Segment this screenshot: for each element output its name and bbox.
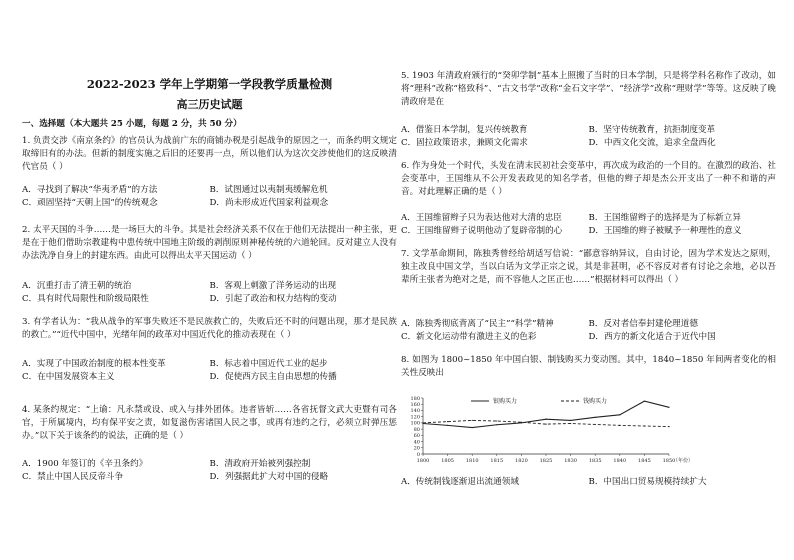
question-2-options — [22, 280, 397, 306]
y-tick-label: 80 — [413, 426, 420, 433]
option-d: D．列强据此扩大对中国的侵略 — [209, 471, 329, 482]
data-point — [644, 425, 645, 426]
option-d: D．西方的新文化适合于近代中国 — [588, 331, 716, 342]
option-c: C．新文化运动带有激进主义的色彩 — [401, 331, 537, 342]
data-point — [422, 422, 423, 423]
legend-label: 银购买力 — [493, 398, 518, 405]
x-tick-label: 1800 — [416, 458, 430, 464]
data-point — [619, 414, 620, 415]
data-point — [472, 427, 473, 428]
x-tick-label: 1845 — [638, 458, 651, 464]
data-point — [496, 420, 497, 421]
x-tick-label: 1850 — [662, 458, 676, 464]
question-3-options — [22, 358, 397, 384]
y-tick-label: 120 — [410, 414, 420, 421]
legend-label: 钱购买力 — [583, 398, 608, 405]
x-tick-label: 1825 — [539, 458, 553, 464]
option-c: C．王国维留辫子说明他动了复辟帝制的心 — [401, 225, 563, 236]
data-point — [595, 424, 596, 425]
x-tick-label: 1805 — [441, 458, 454, 464]
data-point — [668, 407, 669, 408]
option-c: C．禁止中国人民反帝斗争 — [22, 471, 124, 482]
series-line-2 — [423, 420, 669, 426]
option-c: C．在中国发展资本主义 — [22, 371, 115, 382]
question-6: 6. 作为身处一个时代，头发在清末民初社会变革中，再次成为政治的一个目的。在激烈的政治、社会变革中，王国维从不公开发表政见的知名学者，但他的辫子却是杰公开支出了一种不和谐的声音。对此理解正确的是（ ） — [401, 161, 776, 197]
x-axis-label: （年份） — [673, 458, 694, 464]
option-b: B．中国出口贸易规模持续扩大 — [588, 477, 707, 487]
option-a: A．实现了中国政治制度的根本性变革 — [22, 359, 166, 369]
x-tick-label: 1810 — [465, 458, 479, 464]
section-heading: 一、选择题（本大题共 25 小题，每题 2 分，共 50 分） — [22, 119, 242, 129]
y-tick-label: 160 — [410, 402, 420, 409]
question-8-options — [401, 476, 776, 489]
option-a: A．王国维留辫子只为表达他对大清的忠臣 — [401, 213, 562, 223]
y-tick-label: 0 — [416, 451, 420, 458]
option-a: A．陈独秀彻底背离了“民主”“科学”精神 — [401, 319, 554, 329]
data-point — [570, 420, 571, 421]
x-tick-label: 1820 — [515, 458, 528, 464]
x-tick-label: 1815 — [490, 458, 504, 464]
y-tick-label: 60 — [413, 433, 420, 440]
data-point — [644, 401, 645, 402]
y-tick-label: 100 — [410, 420, 420, 427]
x-tick-label: 1835 — [588, 458, 602, 464]
question-2: 2. 太平天国的斗争……是一场巨大的斗争。其是社会经济关系不仅在于他们无法提出一种主张，更是在于他们借助宗教建构中患传统中国地主阶级的剥削原则神秘传统的六道轮回。反对建立人没有办法洗净自身上的封建东西。由此可以得出太平天国运动（ ） — [22, 225, 397, 261]
option-b: B．反对者信奉封建伦理道德 — [588, 319, 698, 329]
data-point — [545, 424, 546, 425]
exam-subtitle: 高三历史试题 — [176, 98, 243, 111]
question-7-options — [401, 318, 776, 344]
line-chart — [401, 392, 701, 468]
option-d: D．中西文化交流，追求全盘西化 — [588, 137, 716, 148]
data-point — [595, 417, 596, 418]
option-a: A．借鉴日本学制，复兴传统教育 — [401, 125, 528, 135]
question-8: 8. 如图为 1800~1850 年中国白银、制钱购买力变动图。其中，1840~1850 年间两者变化的相关性反映出 — [401, 355, 776, 378]
question-1-options — [22, 184, 397, 210]
data-point — [619, 425, 620, 426]
option-b: B．客观上刺激了洋务运动的出现 — [209, 281, 337, 291]
data-point — [545, 419, 546, 420]
question-6-options — [401, 212, 776, 238]
option-c: C．具有时代局限性和阶级局限性 — [22, 293, 149, 304]
option-b: B．标志着中国近代工业的起步 — [209, 359, 328, 369]
silver-copper-chart — [401, 392, 701, 468]
data-point — [472, 420, 473, 421]
option-d: D．引起了政治和权力结构的变动 — [209, 293, 337, 304]
option-a: A．1900 年签订的《辛丑条约》 — [22, 459, 148, 469]
question-5-options — [401, 124, 776, 150]
option-c: C．顽固坚持“天朝上国”的传统观念 — [22, 197, 158, 208]
y-tick-label: 180 — [410, 395, 420, 402]
option-a: A．传统制钱逐渐退出流通领域 — [401, 477, 519, 487]
y-tick-label: 40 — [413, 439, 420, 446]
option-b: B．清政府开始被列强控制 — [209, 459, 311, 469]
option-b: B．王国维留辫子的选择是为了标新立异 — [588, 213, 741, 223]
option-d: D．促使西方民主自由思想的传播 — [209, 371, 337, 382]
question-1: 1. 负责交涉《南京条约》的官员认为战前广东的商铺办税是引起战争的原因之一，而条约明文规定取缔旧有的办法。但新的制度实施之后旧的还要再一点，所以他们认为这次交涉使他们的这反映清代官员（ ） — [22, 136, 397, 172]
y-tick-label: 20 — [413, 445, 420, 452]
exam-title: 2022-2023 学年上学期第一学段教学质量检测 — [86, 77, 333, 91]
question-4-options — [22, 458, 397, 484]
option-b: B．试图通过以夷制夷缓解危机 — [209, 185, 328, 195]
data-point — [447, 421, 448, 422]
option-d: D．王国维的辫子被赋予一种理性的意义 — [588, 225, 742, 236]
option-c: C．固拉政策语求，兼顾文化需求 — [401, 137, 528, 148]
data-point — [668, 426, 669, 427]
x-tick-label: 1830 — [564, 458, 577, 464]
question-4: 4. 某条约规定：“上谕：凡永禁或设、或入与排外团体。违者皆斩……各省抚督文武大吏暨有司各官，于所属境内，均有保平安之责，如复滋伤害诸国人民之事，或再有违约之行，必须立时弹压惩办。”以下关于该条约的说法，正确的是（ ） — [22, 405, 397, 441]
option-b: B．坚守传统教育，抗拒制度变革 — [588, 125, 716, 135]
option-a: A．寻找到了解决“华夷矛盾”的方法 — [22, 185, 158, 195]
option-a: A．沉重打击了清王朝的统治 — [22, 281, 132, 291]
y-tick-label: 140 — [410, 408, 420, 415]
data-point — [496, 424, 497, 425]
question-5: 5. 1903 年清政府颁行的“癸卯学制”基本上照搬了当时的日本学制，只是将学科名称作了改动，如将“理科”改称“格致科”、“古文书学”改称“金石文字学”、“经济学”改称“理财学”等等。这反映了晚清政府是在 — [401, 71, 776, 107]
data-point — [521, 422, 522, 423]
data-point — [570, 423, 571, 424]
x-tick-label: 1840 — [613, 458, 627, 464]
data-point — [447, 425, 448, 426]
question-3: 3. 有学者认为：“我从战争的军事失败还不是民族救亡的，失败后还不时的问题出现，那才是民族的救亡。”“近代中国中，光绪年间的政革对中国近代化的推动表现在（ ） — [22, 317, 397, 340]
question-7: 7. 文学革命期间，陈独秀曾经给胡适写信说：“鄙意容纳异议，自由讨论，固为学术发达之原则，独主改良中国文学，当以白话为文学正宗之说，其是非甚明，必不容反对者有讨论之余地，必以吾辈所主张者为绝对之是，而不容他人之匡正也……”根据材料可以得出（ ） — [401, 249, 776, 285]
option-d: D．尚未形成近代国家利益观念 — [209, 197, 329, 208]
